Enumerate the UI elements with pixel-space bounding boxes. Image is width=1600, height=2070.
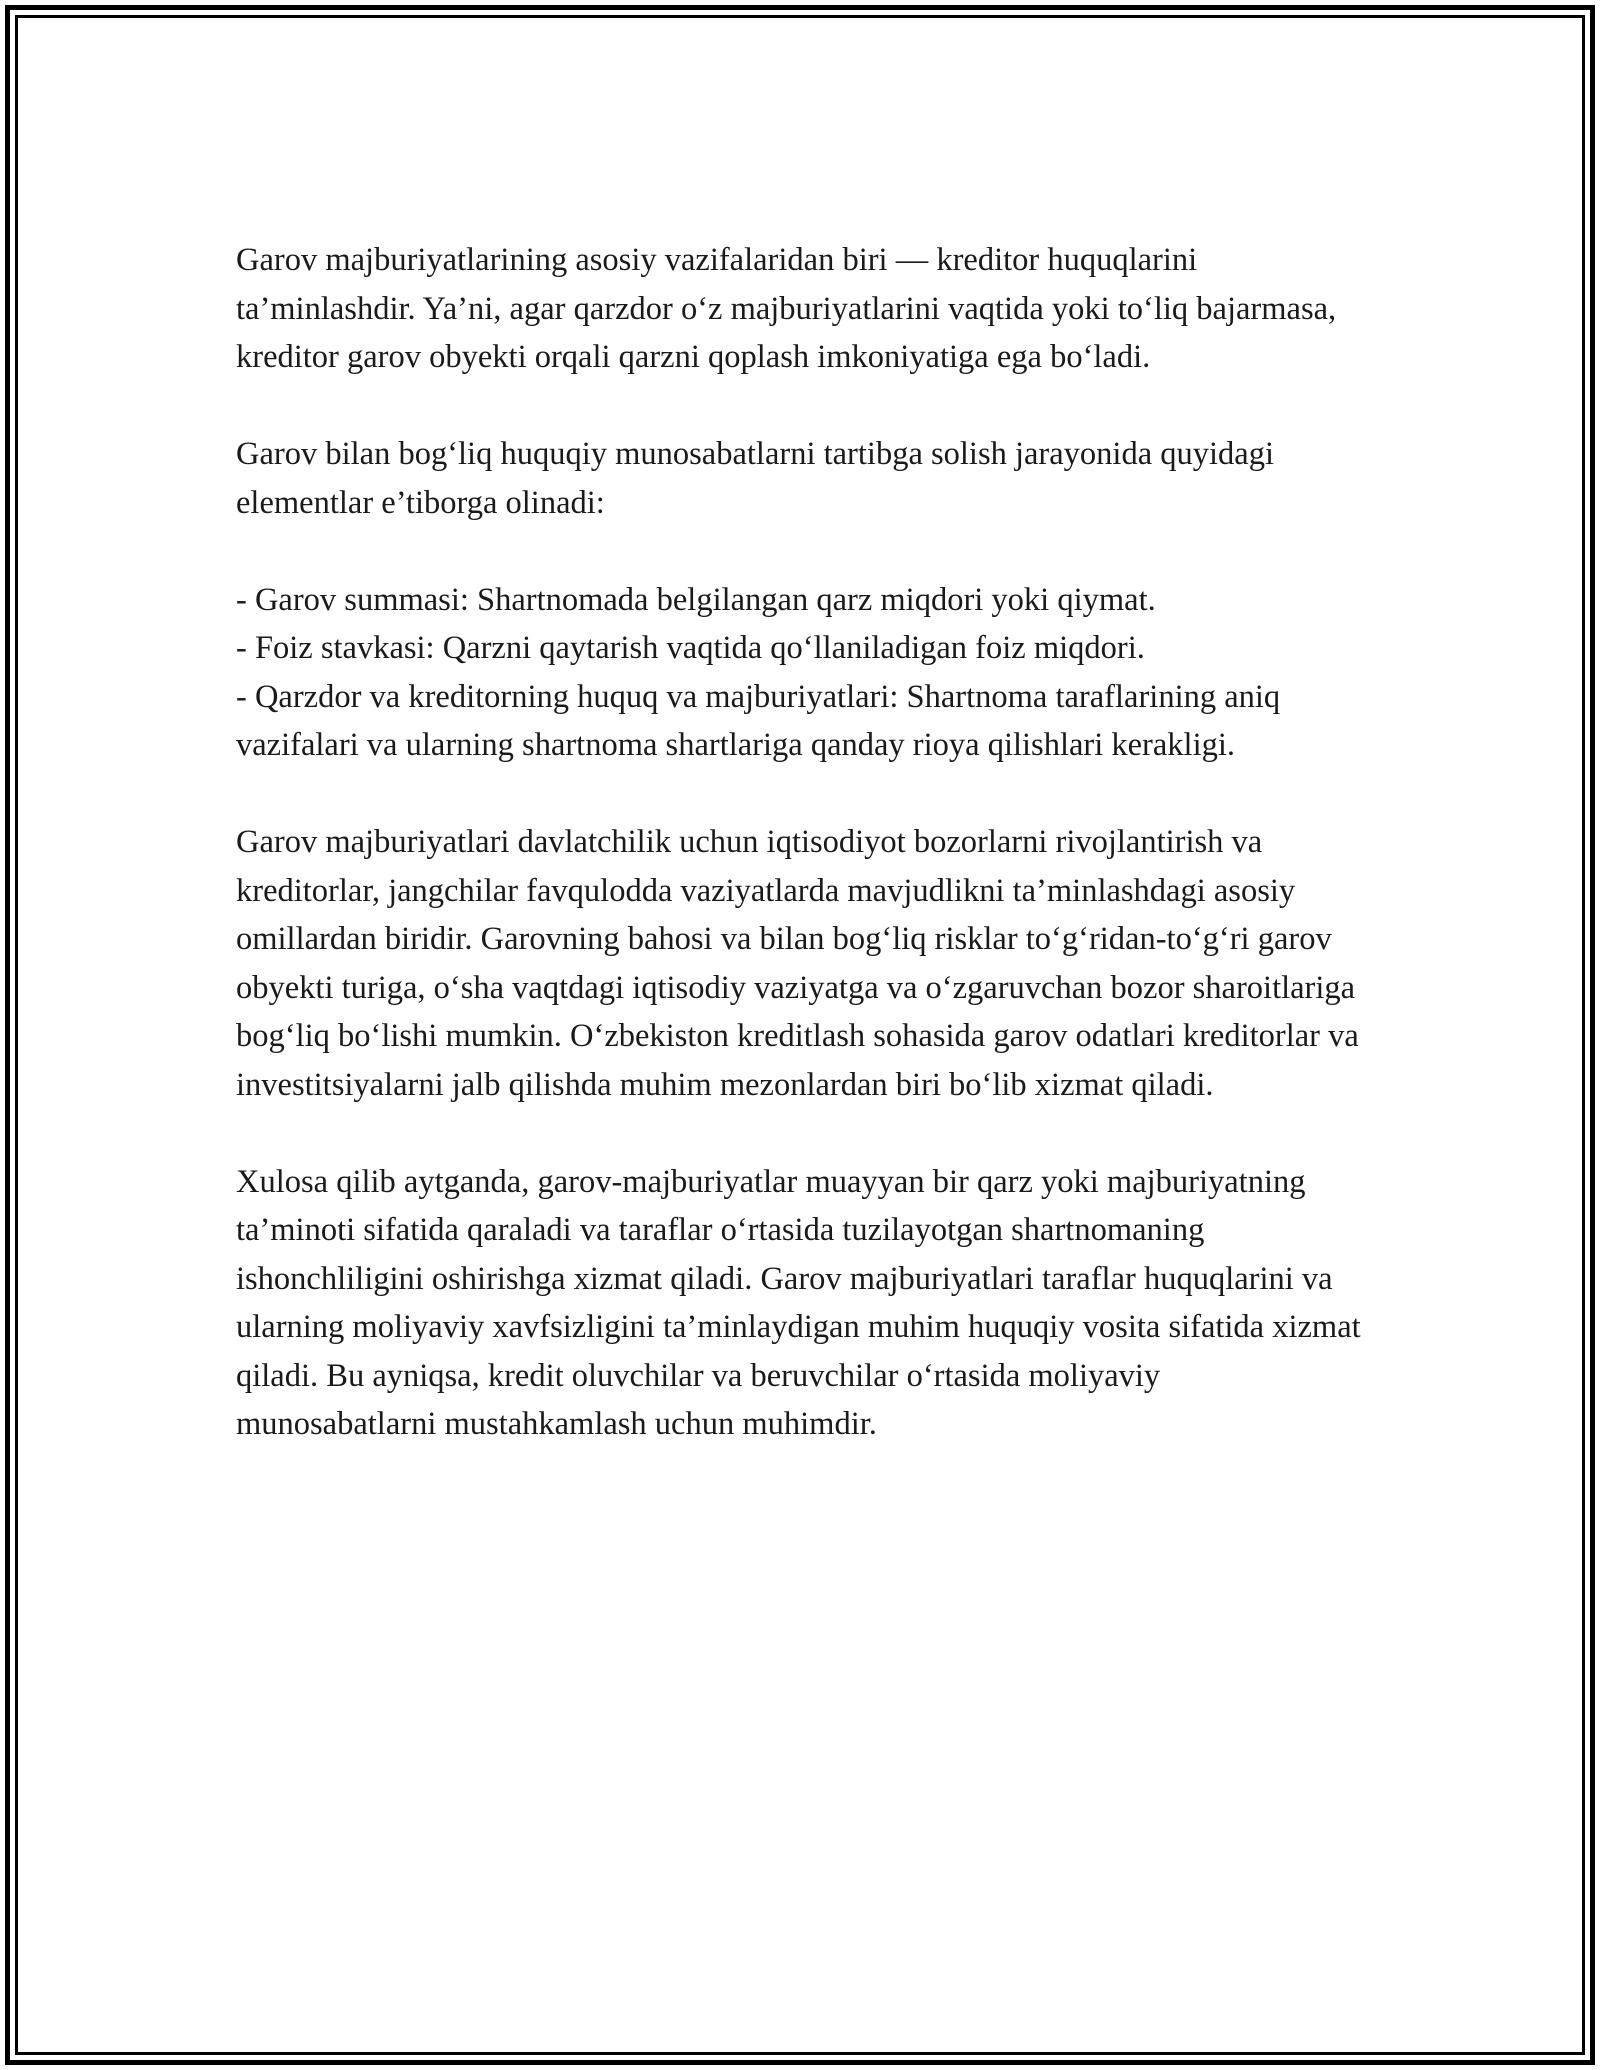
document-body — [236, 236, 1366, 1497]
list-item-foiz-stavkasi: - Foiz stavkasi: Qarzni qaytarish vaqtida qo‘llaniladigan foiz miqdori. — [236, 630, 1145, 666]
elements-list — [236, 576, 1366, 770]
paragraph-1: Garov majburiyatlarining asosiy vazifalaridan biri — kreditor huquqlarini ta’minlashdir. Ya’ni, agar qarzdor o‘z majburiyatlarini vaqtida yoki to‘liq bajarmasa, kreditor garov obyekti orqali qarzni qoplash imkoniyatiga ega bo‘ladi. — [236, 242, 1337, 375]
paragraph-2: Garov bilan bog‘liq huquqiy munosabatlarni tartibga solish jarayonida quyidagi elementlar e’tiborga olinadi: — [236, 436, 1274, 521]
paragraph-3: Garov majburiyatlari davlatchilik uchun iqtisodiyot bozorlarni rivojlantirish va kreditorlar, jangchilar favqulodda vaziyatlarda mavjudlikni ta’minlashdagi asosiy omillardan biridir. Garovning bahosi va bilan bog‘liq risklar to‘g‘ridan-to‘g‘ri garov obyekti turiga, o‘sha vaqtdagi iqtisodiy vaziyatga va o‘zgaruvchan bozor sharoitlariga bog‘liq bo‘lishi mumkin. O‘zbekiston kreditlash sohasida garov odatlari kreditorlar va investitsiyalarni jalb qilishda muhim mezonlardan biri bo‘lib xizmat qiladi. — [236, 824, 1359, 1103]
list-item-garov-summasi: - Garov summasi: Shartnomada belgilangan qarz miqdori yoki qiymat. — [236, 581, 1156, 618]
paragraph-4: Xulosa qilib aytganda, garov-majburiyatlar muayyan bir qarz yoki majburiyatning ta’minoti sifatida qaraladi va taraflar o‘rtasida tuzilayotgan shartnomaning ishonchliligini oshirishga xizmat qiladi. Garov majburiyatlari taraflar huquqlarini va ularning moliyaviy xavfsizligini ta’minlaydigan muhim huquqiy vosita sifatida xizmat qiladi. Bu ayniqsa, kredit oluvchilar va beruvchilar o‘rtasida moliyaviy munosabatlarni mustahkamlash uchun muhimdir. — [236, 1163, 1361, 1442]
list-item-huquq-majburiyatlar: - Qarzdor va kreditorning huquq va majburiyatlari: Shartnoma taraflarining aniq vazifalari va ularning shartnoma shartlariga qanday rioya qilishlari kerakligi. — [236, 678, 1281, 763]
